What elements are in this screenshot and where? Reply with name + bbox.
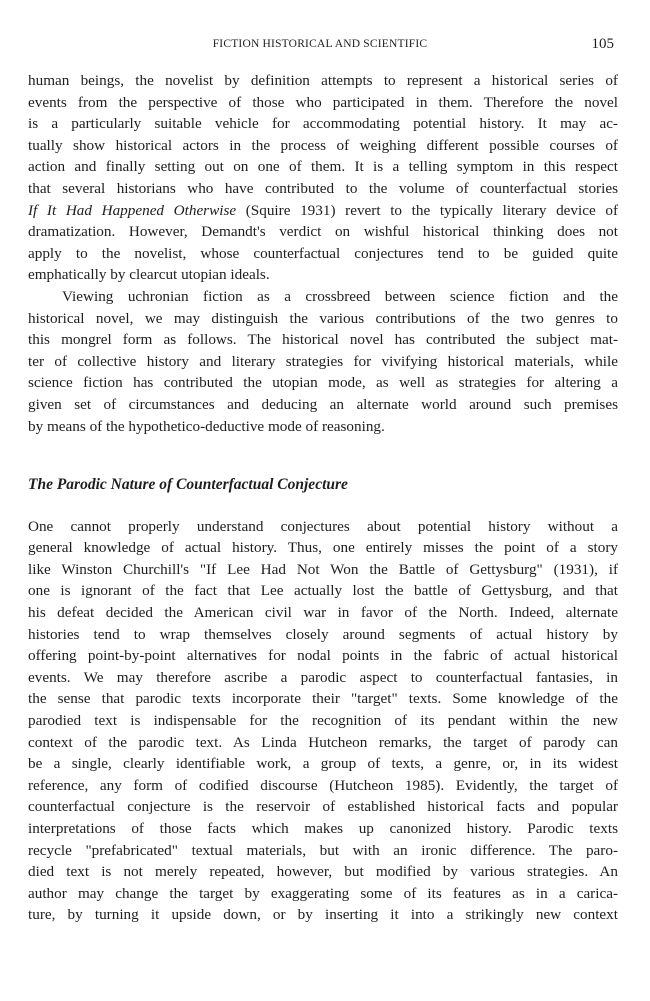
page-number: 105 bbox=[591, 36, 614, 52]
text-line: his defeat decided the American civil war in favor of the North. Indeed, alternate bbox=[28, 604, 618, 622]
running-title: FICTION HISTORICAL AND SCIENTIFIC bbox=[212, 38, 428, 50]
text-line: tually show historical actors in the process of weighing different possible courses of bbox=[28, 136, 618, 154]
text-line: events from the perspective of those who participated in them. Therefore the novel bbox=[28, 93, 618, 111]
text-line: like Winston Churchill's "If Lee Had Not Won the Battle of Gettysburg" (1931), if bbox=[28, 560, 618, 578]
text-line: author may change the target by exaggerating some of its features as in a carica- bbox=[28, 884, 618, 902]
text-line: reference, any form of codified discourse (Hutcheon 1985). Evidently, the target of bbox=[28, 776, 618, 794]
text-line: died text is not merely repeated, however, but modified by various strategies. An bbox=[28, 863, 618, 881]
section-paragraph bbox=[28, 516, 618, 926]
text-fragment: (Squire 1931) revert to the typically literary device of bbox=[236, 201, 619, 219]
text-line: be a single, clearly identifiable work, a group of texts, a genre, or, in its widest bbox=[28, 755, 618, 773]
text-line: that several historians who have contributed to the volume of counterfactual stories bbox=[28, 179, 618, 197]
text-line: historical novel, we may distinguish the various contributions of the two genres to bbox=[28, 309, 618, 327]
text-line: interpretations of those facts which makes up canonized history. Parodic texts bbox=[28, 820, 618, 837]
text-line: by means of the hypothetico-deductive mode of reasoning. bbox=[28, 417, 385, 435]
text-line: counterfactual conjecture is the reservoir of established historical facts and popular bbox=[28, 798, 618, 816]
text-line: one is ignorant of the fact that Lee actually lost the battle of Gettysburg, and that bbox=[28, 582, 618, 600]
text-line: emphatically by clearcut utopian ideals. bbox=[28, 266, 270, 284]
paragraph-1 bbox=[28, 70, 618, 286]
text-line: apply to the novelist, whose counterfactual conjectures tend to be guided quite bbox=[28, 244, 618, 262]
text-line: science fiction has contributed the utopian mode, as well as strategies for altering a bbox=[28, 374, 618, 392]
text-line: given set of circumstances and deducing an alternate world around such premises bbox=[28, 395, 618, 413]
text-line bbox=[28, 200, 618, 222]
section-heading: The Parodic Nature of Counterfactual Conjecture bbox=[28, 476, 348, 494]
text-line: this mongrel form as follows. The historical novel has contributed the subject mat- bbox=[28, 331, 618, 349]
text-line: parodied text is indispensable for the recognition of its pendant within the new bbox=[28, 712, 618, 730]
book-title: If It Had Happened Otherwise bbox=[28, 201, 237, 219]
text-line: action and finally setting out on one of them. It is a telling symptom in this respect bbox=[28, 158, 618, 176]
running-head bbox=[0, 36, 650, 56]
text-line: dramatization. However, Demandt's verdict on wishful historical thinking does not bbox=[28, 223, 618, 241]
body-text bbox=[28, 70, 618, 926]
text-line: recycle "prefabricated" textual materials, but with an ironic difference. The paro- bbox=[28, 841, 618, 859]
text-line: histories tend to wrap themselves closely around segments of actual history by bbox=[28, 625, 618, 643]
text-line: the sense that parodic texts incorporate their "target" texts. Some knowledge of the bbox=[28, 690, 618, 708]
text-line: general knowledge of actual history. Thus, one entirely misses the point of a story bbox=[28, 539, 618, 557]
text-line: context of the parodic text. As Linda Hutcheon remarks, the target of parody can bbox=[28, 733, 618, 751]
text-line: is a particularly suitable vehicle for accommodating potential history. It may ac- bbox=[28, 115, 618, 133]
text-line: events. We may therefore ascribe a parodic aspect to counterfactual fantasies, in bbox=[28, 668, 618, 686]
text-line: ture, by turning it upside down, or by inserting it into a strikingly new context bbox=[28, 906, 618, 924]
text-line: Viewing uchronian fiction as a crossbreed between science fiction and the bbox=[62, 287, 618, 305]
paragraph-2 bbox=[28, 286, 618, 437]
text-line: offering point-by-point alternatives for nodal points in the fabric of actual historical bbox=[28, 647, 618, 665]
text-line: One cannot properly understand conjectures about potential history without a bbox=[28, 517, 618, 535]
text-line: human beings, the novelist by definition attempts to represent a historical series of bbox=[28, 72, 618, 89]
text-line: ter of collective history and literary strategies for vivifying historical materials, while bbox=[28, 352, 618, 370]
